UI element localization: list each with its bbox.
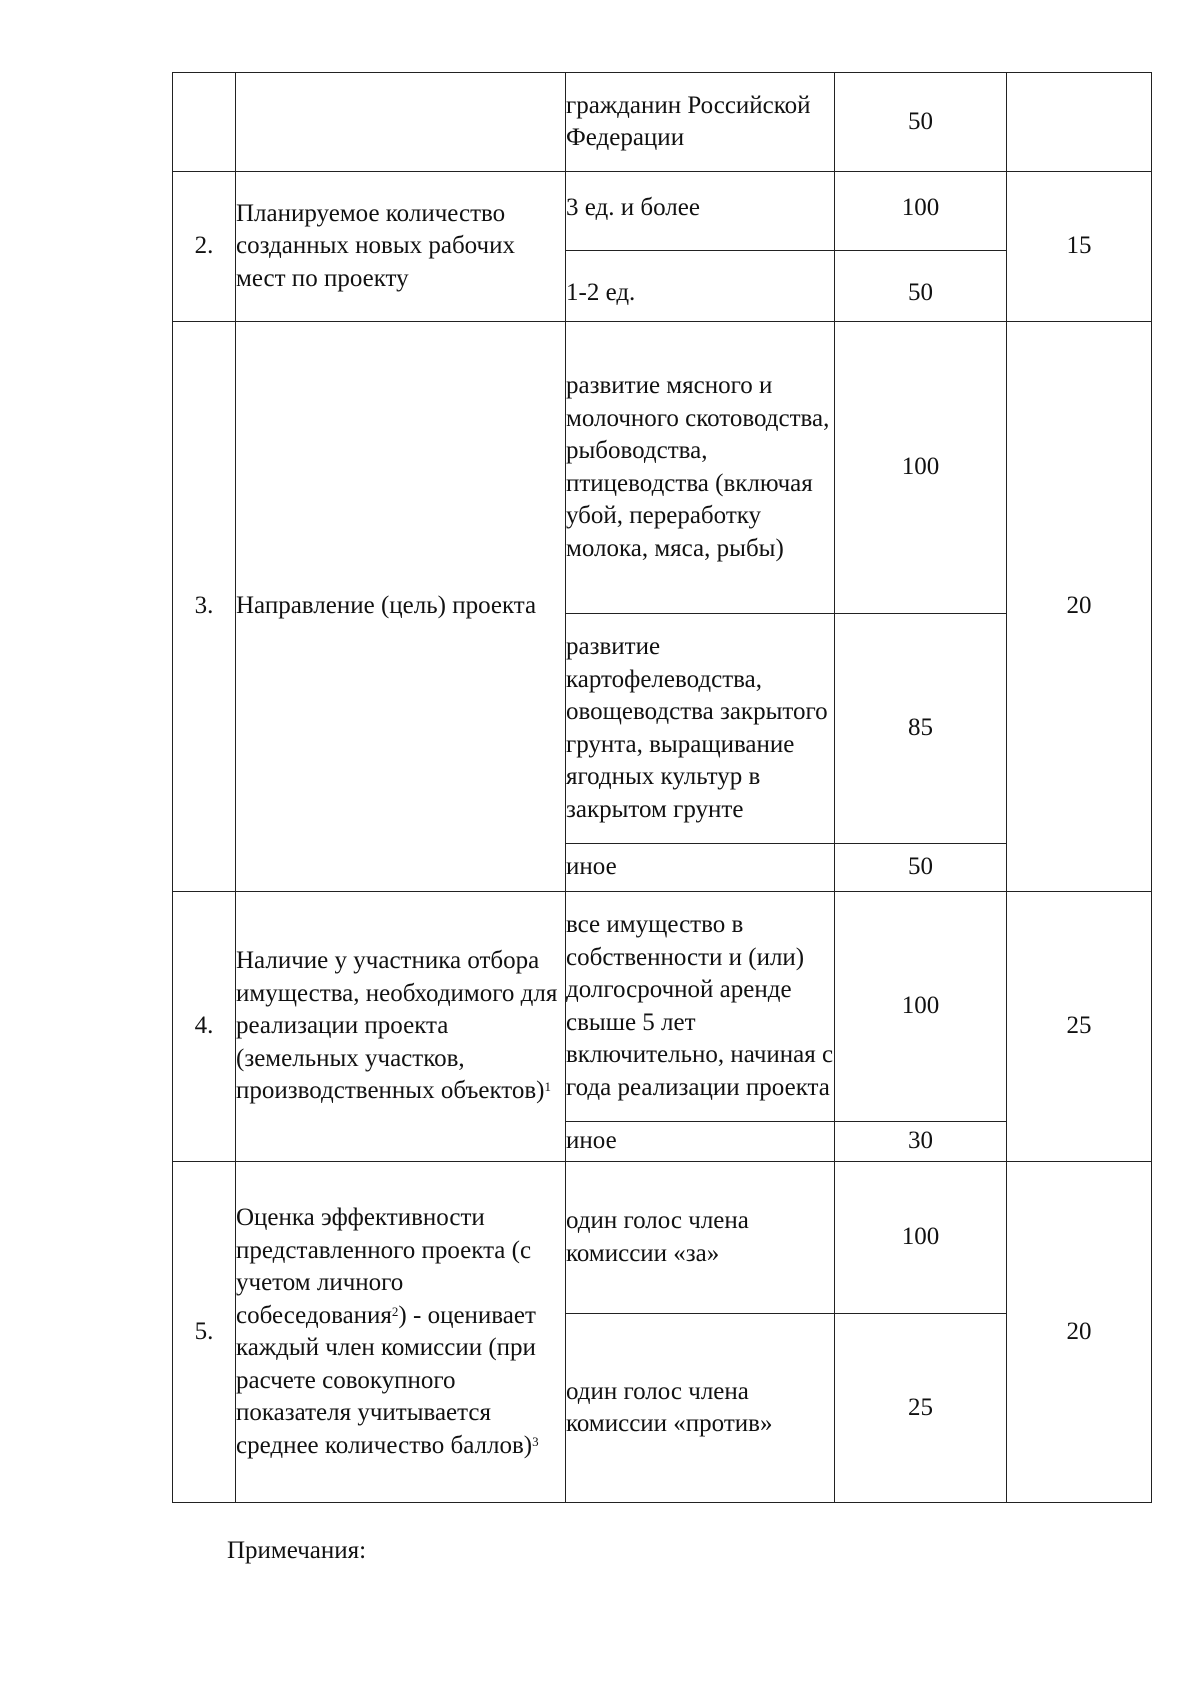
- number-cell: 3.: [173, 322, 236, 892]
- points-cell: 50: [835, 73, 1007, 172]
- option-cell: иное: [566, 844, 835, 892]
- points-cell: 100: [835, 1162, 1007, 1314]
- criterion-cell: [236, 73, 566, 172]
- weight-cell: 20: [1007, 322, 1152, 892]
- option-cell: 1-2 ед.: [566, 251, 835, 322]
- points-cell: 100: [835, 172, 1007, 251]
- footnote-mark: 1: [544, 1079, 552, 1095]
- table-row: [173, 172, 1152, 251]
- weight-cell: 15: [1007, 172, 1152, 322]
- option-cell: один голос члена комиссии «против»: [566, 1314, 835, 1503]
- number-cell: 4.: [173, 892, 236, 1162]
- criterion-text: Наличие у участника отбора имущества, необходимого для реализации проекта (земельных участков, производственных объектов): [236, 947, 558, 1105]
- option-cell: гражданин Российской Федерации: [566, 73, 835, 172]
- points-cell: 50: [835, 844, 1007, 892]
- points-cell: 100: [835, 322, 1007, 614]
- weight-cell: 25: [1007, 892, 1152, 1162]
- criterion-text: Оценка эффективности представленного проекта (с учетом личного собеседования: [236, 1204, 532, 1329]
- points-cell: 85: [835, 614, 1007, 844]
- option-cell: иное: [566, 1122, 835, 1162]
- criteria-table: [172, 72, 1152, 1503]
- number-cell: 2.: [173, 172, 236, 322]
- criterion-cell: Направление (цель) проекта: [236, 322, 566, 892]
- points-cell: 30: [835, 1122, 1007, 1162]
- table-row: [173, 322, 1152, 614]
- option-cell: один голос члена комиссии «за»: [566, 1162, 835, 1314]
- points-cell: 50: [835, 251, 1007, 322]
- footnote-mark: 2: [391, 1303, 399, 1319]
- criterion-cell: Планируемое количество созданных новых рабочих мест по проекту: [236, 172, 566, 322]
- table-row: [173, 1162, 1152, 1314]
- option-cell: все имущество в собственности и (или) долгосрочной аренде свыше 5 лет включительно, начиная с года реализации проекта: [566, 892, 835, 1122]
- weight-cell: [1007, 73, 1152, 172]
- criterion-cell: [236, 892, 566, 1162]
- table-row: [173, 892, 1152, 1122]
- option-cell: развитие мясного и молочного скотоводства, рыбоводства, птицеводства (включая убой, переработку молока, мяса, рыбы): [566, 322, 835, 614]
- table-row: [173, 73, 1152, 172]
- points-cell: 100: [835, 892, 1007, 1122]
- notes-heading: Примечания:: [227, 1537, 367, 1564]
- points-cell: 25: [835, 1314, 1007, 1503]
- number-cell: 5.: [173, 1162, 236, 1503]
- criterion-cell: [236, 1162, 566, 1503]
- criterion-text: ) - оценивает каждый член комиссии (при расчете совокупного показателя учитывается среднее количество баллов): [236, 1301, 536, 1459]
- footnote-mark: 3: [532, 1433, 539, 1449]
- option-cell: развитие картофелеводства, овощеводства закрытого грунта, выращивание ягодных культур в закрытом грунте: [566, 614, 835, 844]
- number-cell: [173, 73, 236, 172]
- weight-cell: 20: [1007, 1162, 1152, 1503]
- option-cell: 3 ед. и более: [566, 172, 835, 251]
